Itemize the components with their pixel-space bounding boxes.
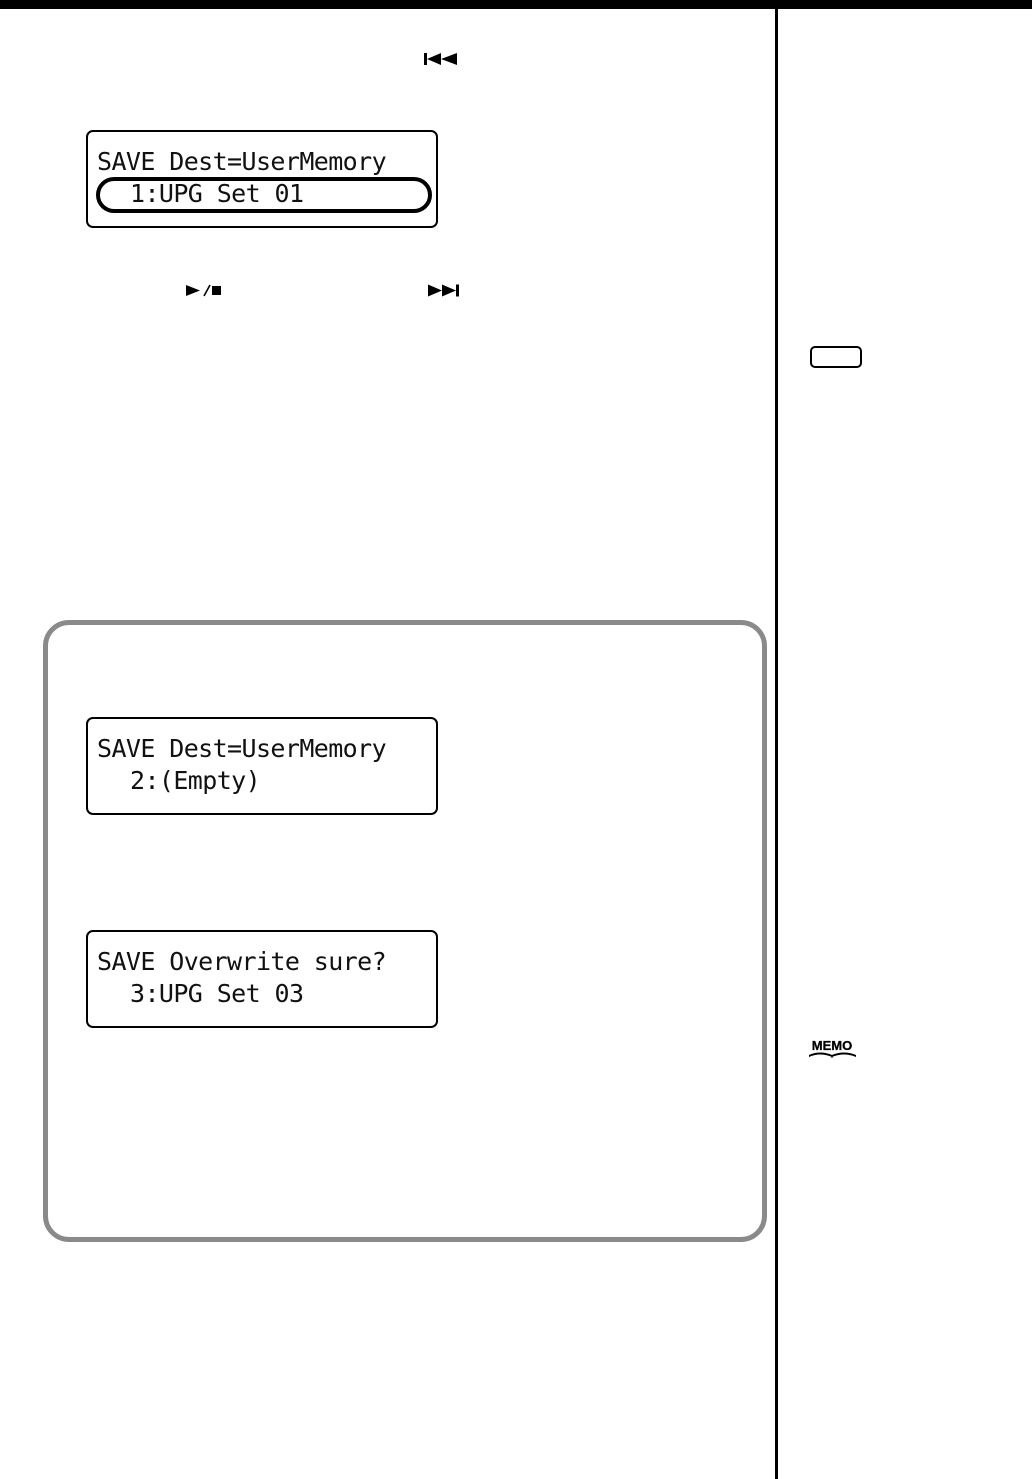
lcd-display-1 — [86, 130, 438, 228]
sidebar-divider — [775, 9, 778, 1479]
lcd-line-2: 3:UPG Set 03 — [130, 979, 304, 1008]
memo-label: MEMO — [811, 1038, 853, 1053]
lcd-line-1: SAVE Dest=UserMemory — [97, 147, 387, 176]
lcd-line-2: 2:(Empty) — [130, 766, 261, 795]
top-rule — [0, 0, 1032, 9]
lcd-line-2: 1:UPG Set 01 — [130, 179, 304, 208]
play-stop-icon — [186, 284, 222, 297]
lcd-display-2 — [86, 717, 438, 815]
lcd-display-3 — [86, 930, 438, 1028]
memo-icon — [806, 1035, 860, 1064]
lcd-line-1: SAVE Overwrite sure? — [97, 947, 387, 976]
lcd-line-1: SAVE Dest=UserMemory — [97, 734, 387, 763]
fast-forward-icon — [428, 284, 460, 297]
note-badge — [810, 346, 862, 368]
rewind-icon — [424, 53, 458, 65]
